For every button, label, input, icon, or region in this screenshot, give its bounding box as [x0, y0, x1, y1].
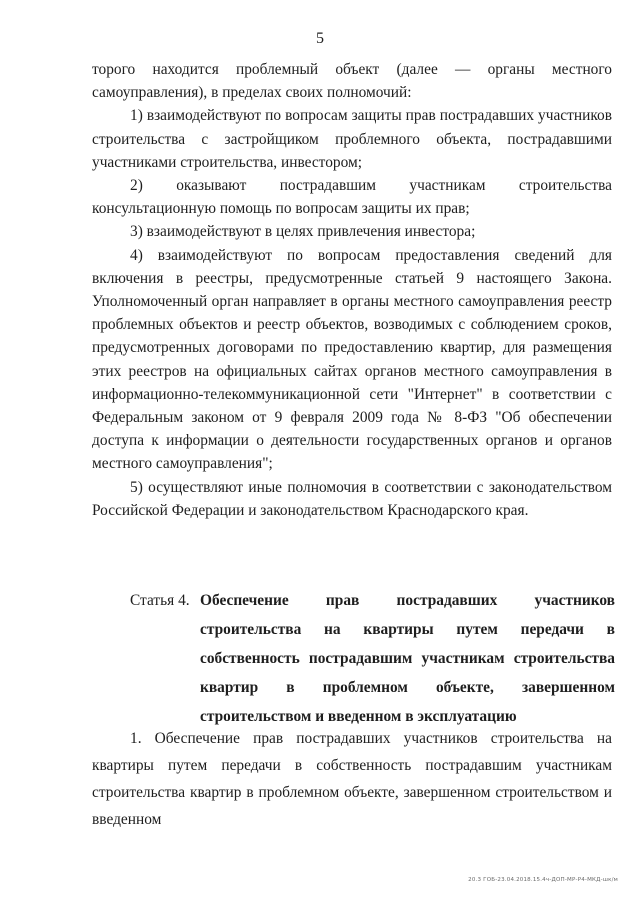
body-text: [92, 58, 612, 522]
article-paragraph-1: 1. Обеспечение прав пострадавших участников строительства на квартиры путем передачи в собственность пострадавшим участникам строительства квартир в проблемном объекте, завершенном строительством и введенном: [92, 730, 612, 828]
footer-code: 20.3 ГОБ-23.04.2018.15.4ч-ДОП-МР-Р4-МКД-шк/м: [468, 877, 618, 883]
paragraph-item-3: 3) взаимодействуют в целях привлечения инвестора;: [130, 223, 476, 241]
paragraph-item-2: 2) оказывают пострадавшим участникам строительства консультационную помощь по вопросам защиты их прав;: [92, 177, 612, 218]
article-body: [92, 725, 612, 833]
paragraph-item-4: 4) взаимодействуют по вопросам предоставления сведений для включения в реестры, предусмотренные статьей 9 настоящего Закона. Уполномоченный орган направляет в органы местного самоуправления реестр проблемных объектов и реестр объектов, возводимых с соблюдением сроков, предусмотренных договорами по предоставлению квартир, для размещения этих реестров на официальных сайтах органов местного самоуправления в информационно-телекоммуникационной сети "Интернет" в соответствии с Федеральным законом от 9 февраля 2009 года № 8-ФЗ "Об обеспечении доступа к информации о деятельности государственных органов и органов местного самоуправления";: [92, 246, 612, 473]
paragraph-item-1: 1) взаимодействуют по вопросам защиты прав пострадавших участников строительства с застройщиком проблемного объекта, пострадавшими участниками строительства, инвестором;: [92, 107, 612, 171]
paragraph-intro: торого находится проблемный объект (далее — органы местного самоуправления), в пределах своих полномочий:: [92, 61, 612, 102]
article-title: Обеспечение прав пострадавших участников строительства на квартиры путем передачи в собственность пострадавшим участникам строительства квартир в проблемном объекте, завершенном строительством и введенном в эксплуатацию: [200, 592, 615, 725]
page-number: 5: [316, 30, 324, 47]
article-label: Статья 4.: [130, 592, 190, 609]
paragraph-item-5: 5) осуществляют иные полномочия в соответствии с законодательством Российской Федерации и законодательством Краснодарского края.: [92, 478, 612, 519]
article-heading: [130, 586, 615, 731]
